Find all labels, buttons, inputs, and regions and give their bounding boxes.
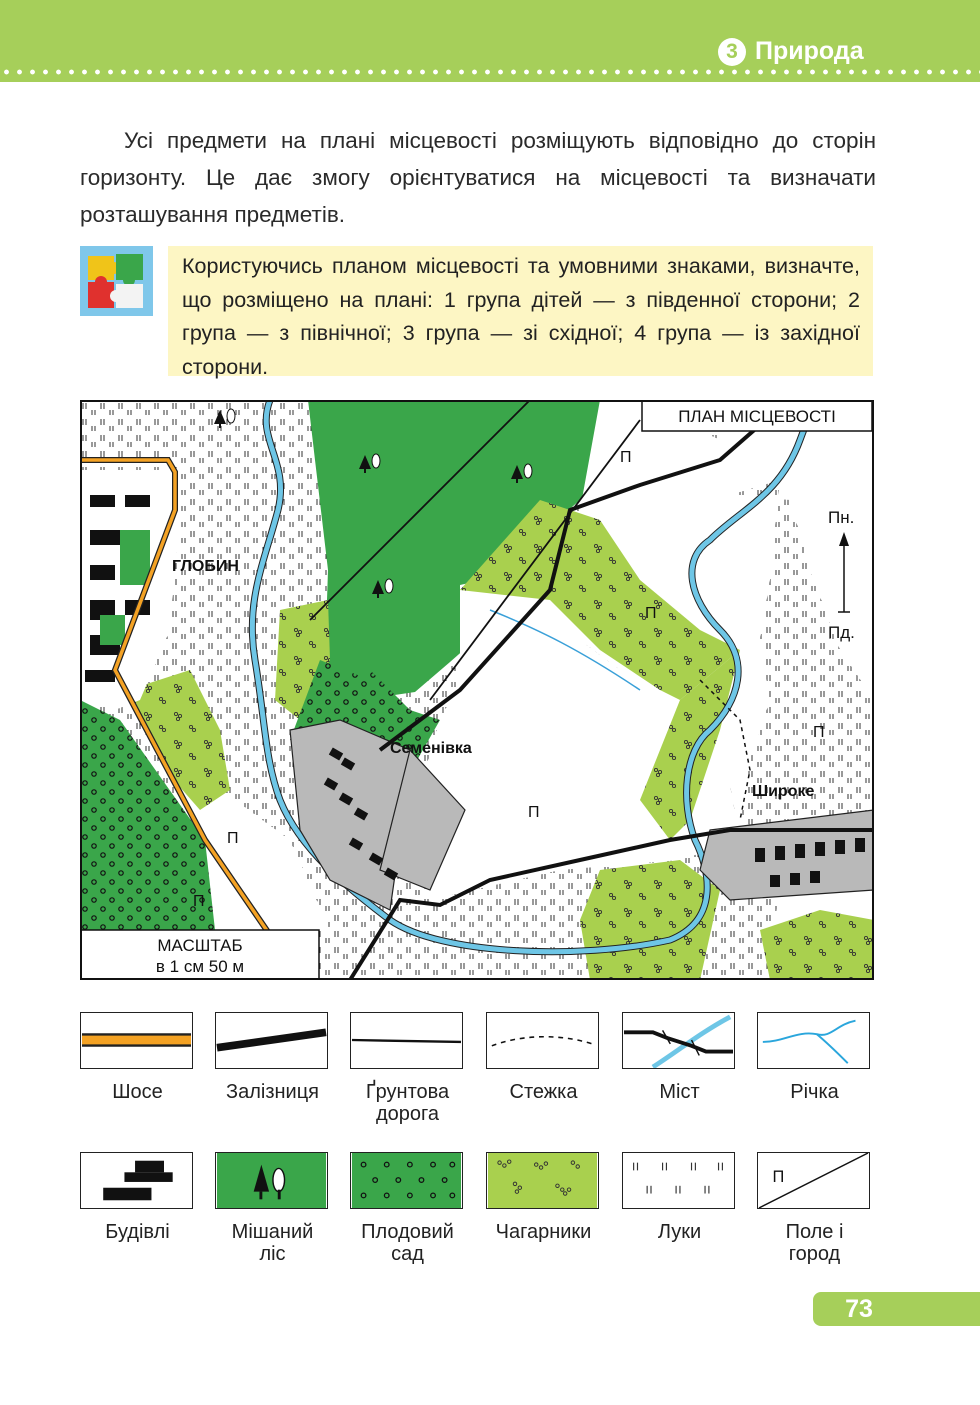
legend-field-garden: П Поле і город [757,1152,872,1265]
bridge-icon [622,1012,735,1069]
legend-path: Стежка [486,1012,601,1103]
south-label: Пд. [828,623,855,642]
svg-text:П: П [772,1167,785,1186]
legend-meadow: Луки [622,1152,737,1243]
railway-icon [215,1012,328,1069]
legend-bridge: Міст [622,1012,737,1103]
meadow-icon [622,1152,735,1209]
river-icon [757,1012,870,1069]
legend-orchard: Плодовий сад [350,1152,465,1265]
legend-highway: Шосе [80,1012,195,1103]
svg-text:П: П [193,893,205,910]
puzzle-icon [80,246,153,316]
section-number-badge: 3 [718,38,746,66]
legend-shrubs: Чагарники [486,1152,601,1243]
mixed-forest-icon [215,1152,328,1209]
scale-title: МАСШТАБ [157,936,243,955]
dirt-road-icon [350,1012,463,1069]
svg-text:П: П [813,724,825,741]
orchard-icon [350,1152,463,1209]
field-garden-icon [757,1152,870,1209]
map-label-globyn: ГЛОБИН [172,558,239,575]
task-text: Користуючись планом місцевості та умовними знаками, визначте, що розміщено на плані: 1 група дітей — з південної сторони; 2 група — з північної; 3 група — зі східної; 4 група — із західної сторони. [182,254,860,379]
highway-icon [80,1012,193,1069]
intro-paragraph: Усі предмети на плані місцевості розміщують відповідно до сторін горизонту. Це дає змогу орієнтуватися на місцевості та визначати розташування предметів. [80,128,876,227]
map-label-semenivka: Семенівка [390,740,472,757]
legend-mixed-forest: Мішаний ліс [215,1152,330,1265]
path-icon [486,1012,599,1069]
page-number: 73 [845,1295,873,1323]
scale-value: в 1 см 50 м [155,957,245,976]
legend-dirt-road: Ґрунтова дорога [350,1012,465,1125]
svg-text:П: П [528,804,540,821]
svg-text:П: П [620,449,632,466]
legend-railway: Залізниця [215,1012,330,1103]
map-title: ПЛАН МІСЦЕВОСТІ [678,407,836,426]
svg-text:П: П [227,830,239,847]
map-label-shyroke: Широке [752,783,815,800]
svg-text:П: П [645,605,657,622]
buildings-icon [80,1152,193,1209]
legend-buildings: Будівлі [80,1152,195,1243]
header-dots [0,68,980,76]
section-title: Природа [755,37,864,65]
legend-river: Річка [757,1012,872,1103]
page-number-tab [813,1292,980,1326]
shrubs-icon [486,1152,599,1209]
terrain-plan-map [80,400,874,980]
north-label: Пн. [828,508,855,527]
